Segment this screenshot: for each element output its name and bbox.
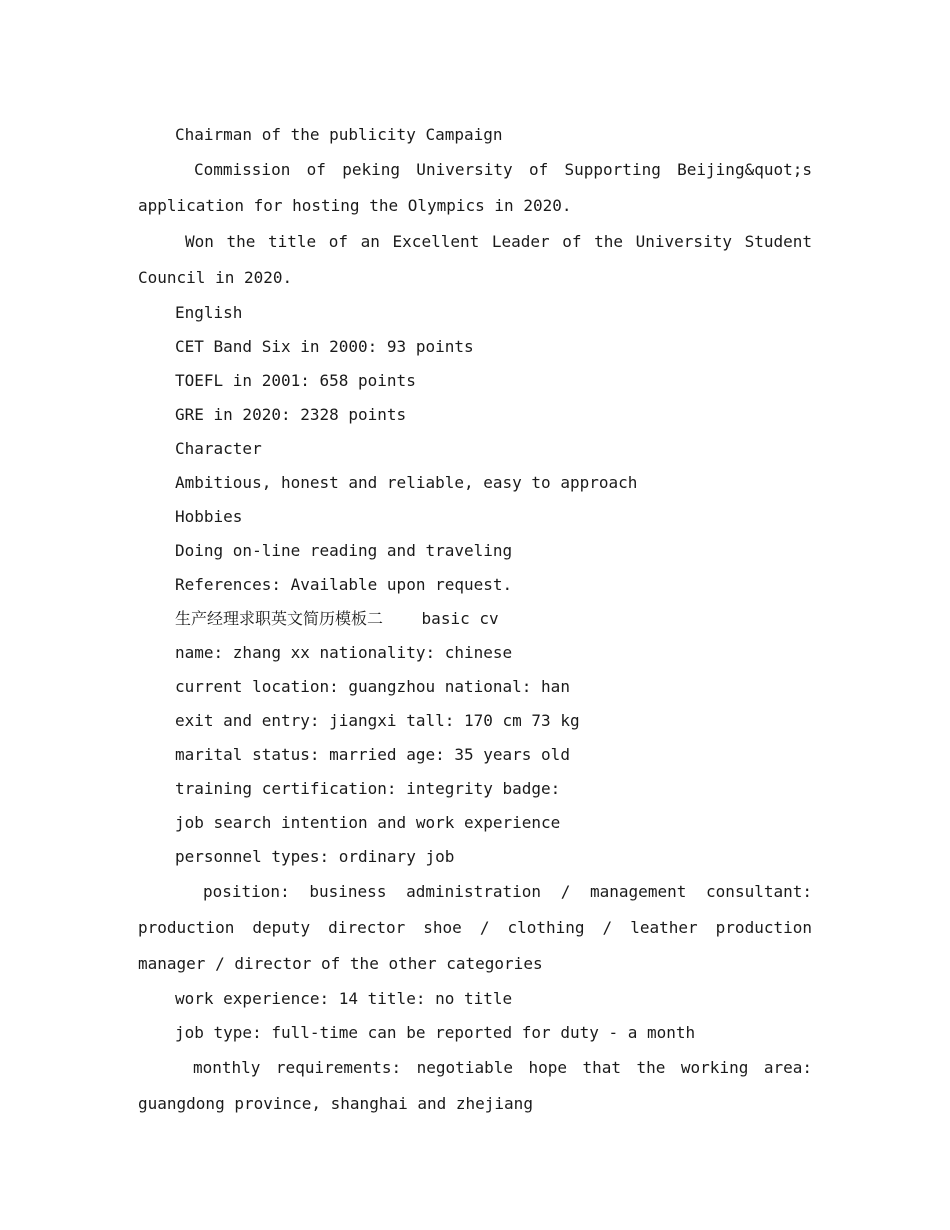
- chairman-line: Chairman of the publicity Campaign: [175, 125, 503, 144]
- training-line: training certification: integrity badge:: [175, 779, 561, 798]
- section-heading-hobbies: Hobbies: [175, 507, 243, 526]
- commission-paragraph: Commission of peking University of Supporting Beijing&quot;s application for hosting the Olympics in 2020.: [138, 160, 822, 215]
- position-paragraph: position: business administration / management consultant: production deputy director shoe / clothing / leather production manager / director of the other categories: [138, 882, 822, 973]
- title-gap: [383, 609, 422, 628]
- cet-line: CET Band Six in 2000: 93 points: [175, 337, 474, 356]
- toefl-line: TOEFL in 2001: 658 points: [175, 371, 416, 390]
- location-line: current location: guangzhou national: han: [175, 677, 570, 696]
- resume-text: [138, 118, 822, 1122]
- marital-status-line: marital status: married age: 35 years old: [175, 745, 570, 764]
- section-heading-english: English: [175, 303, 243, 322]
- job-type-line: job type: full-time can be reported for duty - a month: [175, 1023, 696, 1042]
- excellent-leader-paragraph: Won the title of an Excellent Leader of the University Student Council in 2020.: [138, 232, 822, 287]
- character-line: Ambitious, honest and reliable, easy to approach: [175, 473, 638, 492]
- references-line: References: Available upon request.: [175, 575, 513, 594]
- section-heading-character: Character: [175, 439, 262, 458]
- personnel-types-line: personnel types: ordinary job: [175, 847, 455, 866]
- template-title: 生产经理求职英文简历模板二: [175, 609, 384, 628]
- monthly-requirements-paragraph: monthly requirements: negotiable hope that the working area: guangdong province, shanghai and zhejiang: [138, 1058, 822, 1113]
- name-line: name: zhang xx nationality: chinese: [175, 643, 513, 662]
- basic-cv-label: basic cv: [421, 609, 499, 628]
- job-intention-line: job search intention and work experience: [175, 813, 561, 832]
- exit-entry-line: exit and entry: jiangxi tall: 170 cm 73 kg: [175, 711, 580, 730]
- hobbies-line: Doing on-line reading and traveling: [175, 541, 513, 560]
- work-experience-line: work experience: 14 title: no title: [175, 989, 513, 1008]
- template-title-line: [138, 602, 812, 636]
- gre-line: GRE in 2020: 2328 points: [175, 405, 407, 424]
